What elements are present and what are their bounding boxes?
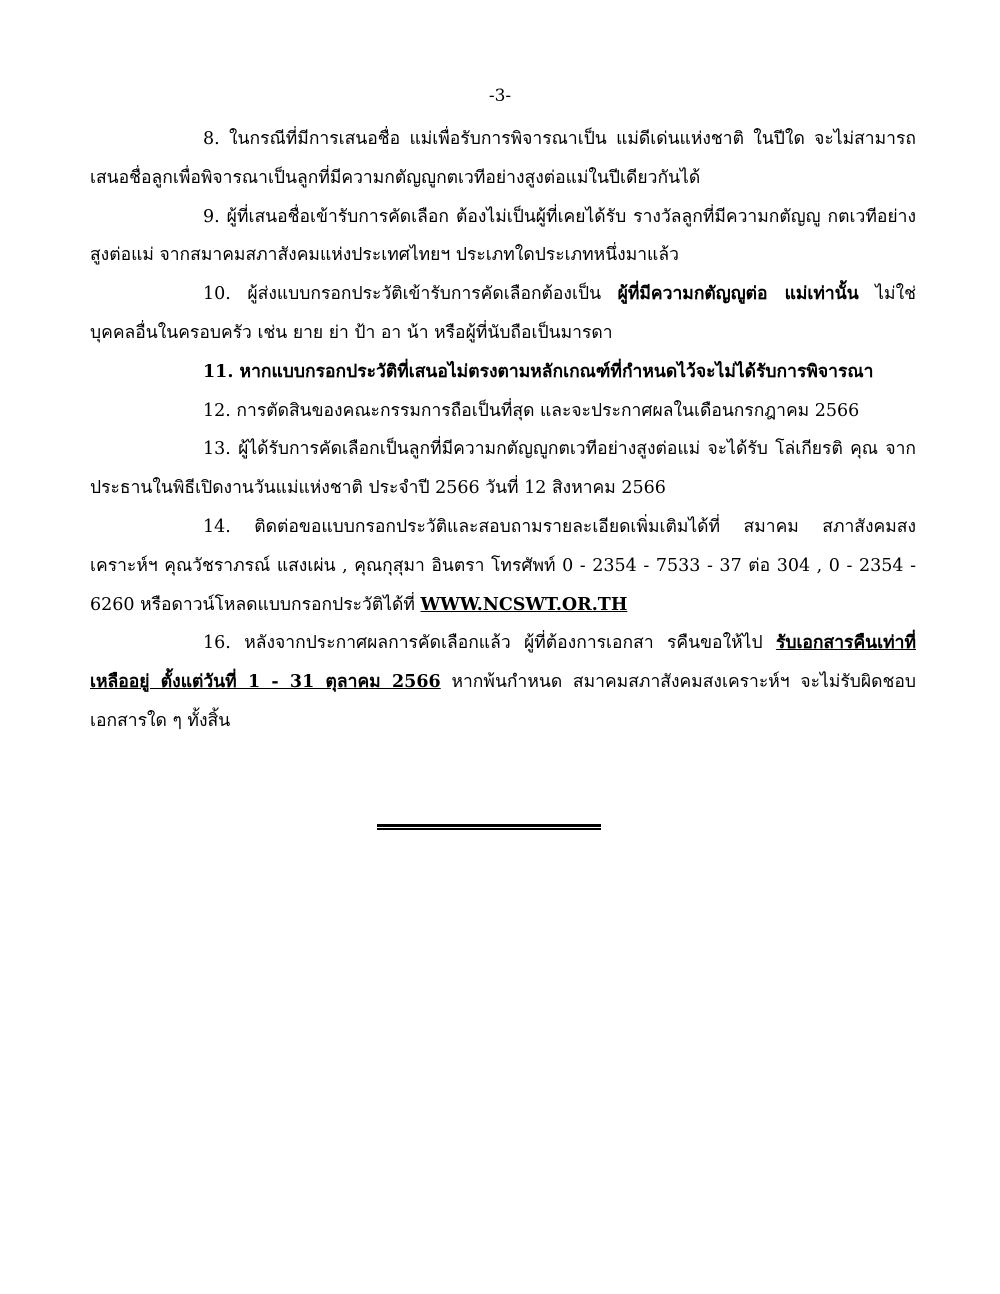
document-body bbox=[90, 120, 916, 741]
item-11-text: 11. หากแบบกรอกประวัติที่เสนอไม่ตรงตามหลักเกณฑ์ที่กำหนดไว้จะไม่ได้รับการพิจารณา bbox=[203, 361, 874, 382]
end-divider bbox=[377, 824, 601, 830]
item-14 bbox=[90, 508, 916, 624]
item-14-text: 14. ติดต่อขอแบบกรอกประวัติและสอบถามรายละเอียดเพิ่มเติมได้ที่ สมาคม สภาสังคมสงเคราะห์ฯ คุณวัชราภรณ์ แสงเผ่น , คุณกุสุมา อินตรา โทรศัพท์ 0 - 2354 - 7533 - 37 ต่อ 304 , 0 - 2354 - 6260 หรือดาวน์โหลดแบบกรอกประวัติได้ที่ bbox=[90, 516, 916, 615]
item-10-text-after: ไม่ใช่บุคคลอื่นในครอบครัว เช่น ยาย ย่า ป้า อา น้า หรือผู้ที่นับถือเป็นมารดา bbox=[90, 284, 916, 343]
item-12-text: 12. การตัดสินของคณะกรรมการถือเป็นที่สุด และจะประกาศผลในเดือนกรกฎาคม 2566 bbox=[203, 400, 860, 421]
item-16-emphasis: รับเอกสารคืนเท่าที่เหลืออยู่ ตั้งแต่วันที่ 1 - 31 ตุลาคม 2566 bbox=[90, 633, 916, 693]
item-16-text-after: หากพ้นกำหนด สมาคมสภาสังคมสงเคราะห์ฯ จะไม่รับผิดชอบเอกสารใด ๆ ทั้งสิ้น bbox=[90, 672, 916, 731]
item-9 bbox=[90, 198, 916, 276]
item-16-text-before: 16. หลังจากประกาศผลการคัดเลือกแล้ว ผู้ที่ต้องการเอกสา รคืนขอให้ไป bbox=[203, 633, 776, 654]
website-link[interactable]: WWW.NCSWT.OR.TH bbox=[420, 594, 628, 615]
item-10-text-before: 10. ผู้ส่งแบบกรอกประวัติเข้ารับการคัดเลือกต้องเป็น bbox=[203, 284, 618, 305]
item-11 bbox=[90, 353, 916, 392]
item-10-bold-text: ผู้ที่มีความกตัญญูต่อ แม่เท่านั้น bbox=[617, 284, 859, 305]
item-13-text: 13. ผู้ได้รับการคัดเลือกเป็นลูกที่มีความกตัญญูกตเวทีอย่างสูงต่อแม่ จะได้รับ โล่เกียรติ คุณ จากประธานในพิธีเปิดงานวันแม่แห่งชาติ ประจำปี 2566 วันที่ 12 สิงหาคม 2566 bbox=[90, 439, 916, 499]
item-9-text: 9. ผู้ที่เสนอชื่อเข้ารับการคัดเลือก ต้องไม่เป็นผู้ที่เคยได้รับ รางวัลลูกที่มีความกตัญญู กตเวทีอย่างสูงต่อแม่ จากสมาคมสภาสังคมแห่งประเทศไทยฯ ประเภทใดประเภทหนึ่งมาแล้ว bbox=[90, 206, 916, 266]
item-8-text: 8. ในกรณีที่มีการเสนอชื่อ แม่เพื่อรับการพิจารณาเป็น แม่ดีเด่นแห่งชาติ ในปีใด จะไม่สามารถเสนอชื่อลูกเพื่อพิจารณาเป็นลูกที่มีความกตัญญูกตเวทีอย่างสูงต่อแม่ในปีเดียวกันได้ bbox=[90, 129, 916, 188]
item-16 bbox=[90, 624, 916, 740]
item-13 bbox=[90, 430, 916, 508]
item-8 bbox=[90, 120, 916, 198]
item-10 bbox=[90, 275, 916, 353]
item-12 bbox=[90, 392, 916, 431]
page-number: -3- bbox=[488, 86, 512, 106]
